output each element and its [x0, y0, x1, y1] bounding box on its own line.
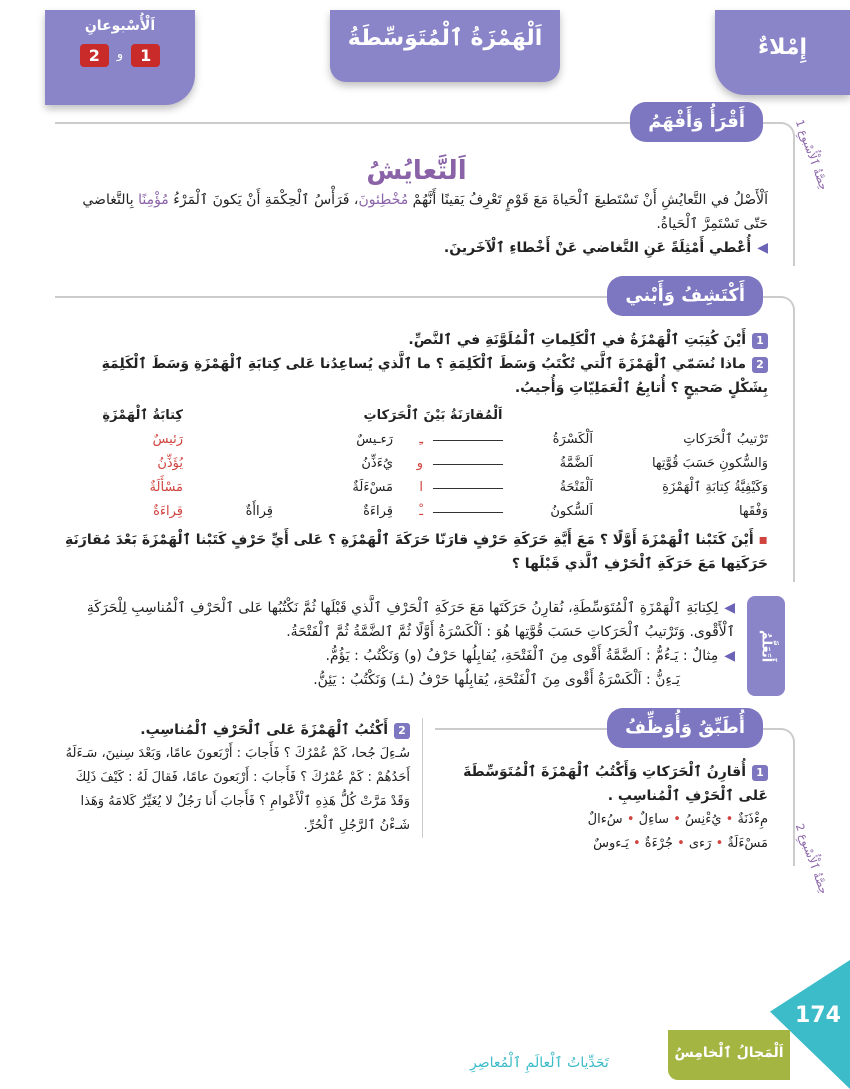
section-read — [55, 111, 795, 266]
lesson-title: اَلْهَمْزَةُ ٱلْمُتَوَسِّطَةُ — [347, 26, 543, 51]
arrow-icon: ◀ — [724, 648, 735, 664]
subject-tab — [715, 10, 850, 95]
word: يُءْنِسُ — [685, 812, 722, 827]
main-content — [55, 111, 795, 866]
question-text: أَيْنَ كُتِبَتِ ٱلْهَمْزَةُ في ٱلْكَلِماتِ ٱلْمُلَوَّنَةِ في ٱلنَّصِّ. — [408, 332, 746, 348]
learn-label: أَتَعَلَّمُ — [758, 629, 774, 663]
learn-example-1 — [55, 644, 735, 668]
word: ساءِلٌ — [638, 812, 670, 827]
haraka-mark: و — [416, 456, 423, 471]
haraka-mark: ـْ — [419, 504, 423, 519]
arrow-line — [423, 476, 503, 500]
read-understand-label: أَقْرَأُ وَأَفْهَمُ — [630, 102, 763, 142]
comparison-table — [65, 404, 768, 524]
word: مِءْذَنَةٌ — [737, 812, 768, 827]
week-badge-1: 1 — [131, 44, 160, 67]
week2-side-note: حِصَّةُ ٱلْأُسْبوعِ 2 — [792, 822, 831, 896]
page-number: 174 — [795, 1003, 841, 1028]
col-header-writing: كِتابَةُ ٱلْهَمْزَةِ — [102, 408, 183, 423]
theme-label: تَحَدِّياتُ ٱلْعالَمِ ٱلْمُعاصِرِ — [470, 1055, 609, 1071]
word: رَءـيسٌ — [356, 432, 393, 447]
haraka: اَلْكَسْرَةُ — [552, 432, 593, 447]
exercise-1-title: 1أُقارِنُ ٱلْحَرَكاتِ وَأَكْتُبُ ٱلْهَمْزَةَ ٱلْمُتَوَسِّطَةَ عَلى ٱلْحَرْفِ ٱلْمُناسِبِ . — [463, 764, 768, 804]
question-text: ماذا نُسَمّي ٱلْهَمْزَةَ ٱلَّتي تُكْتَبُ وَسَطَ ٱلْكَلِمَةِ ؟ ما ٱلَّذي يُساعِدُنا عَلى كِتابَةِ ٱلْهَمْزَةِ وَسَطَ ٱلْكَلِمَةِ بِشَكْلٍ صَحيحٍ ؟ — [101, 356, 768, 396]
section-discover — [55, 285, 795, 582]
example-text: مِثالٌ : يَـءُمُّ : اَلضَّمَّةُ أَقْوى مِنَ ٱلْفَتْحَةِ، يُقابِلُها حَرْفُ (و) وَنَكْتُبُ : يَؤُمُّ. — [325, 648, 719, 664]
discover-build-label: أَكْتَشِفُ وَأَبْني — [607, 276, 763, 316]
word: سُءالٌ — [587, 812, 623, 827]
paragraph-part: اَلْأَصْلُ في التَّعايُشِ أَنْ تَسْتَطيعَ ٱلْحَياةَ مَعَ قَوْمٍ تَعْرِفُ يَقينًا أَنَّهُمْ — [408, 192, 768, 208]
haraka: اَلْفَتْحَةُ — [559, 480, 593, 495]
exercise-1-words-2: مَسْءَلَةٌ • رَءى • جُرْءَةٌ • يَـءوسٌ — [593, 836, 768, 851]
exercise-2-title: 2أَكْتُبُ ٱلْهَمْزَةَ عَلى ٱلْحَرْفِ ٱلْمُناسِبِ. — [55, 718, 410, 742]
apply-use-label: أُطَبِّقُ وَأُوَظِّفُ — [607, 708, 763, 748]
learn-box — [55, 596, 795, 696]
exercise-2 — [55, 718, 423, 838]
result — [183, 452, 273, 476]
word: رَءى — [688, 836, 712, 851]
subject-label: إِمْلاءٌ — [757, 35, 808, 60]
domain-label: اَلْمَجالُ ٱلْخامِسُ — [674, 1045, 784, 1061]
result: قِراأَةٌ — [245, 504, 273, 519]
colored-word: مُخْطِئونَ — [358, 192, 409, 208]
haraka: اَلسُّكونُ — [550, 504, 593, 519]
side-text: وَفْقَها — [738, 504, 768, 519]
weeks-label: اَلْأُسْبوعانِ — [84, 18, 156, 34]
exercise-text: أَكْتُبُ ٱلْهَمْزَةَ عَلى ٱلْحَرْفِ ٱلْمُناسِبِ. — [140, 722, 388, 738]
arrow-line — [423, 452, 503, 476]
week-badge-2: 2 — [80, 44, 109, 67]
word: مَسْءَلَةٌ — [727, 836, 768, 851]
haraka: اَلضَّمَّةُ — [559, 456, 593, 471]
haraka-mark: ـِ — [419, 432, 423, 447]
word: مَسْءَلَةٌ — [352, 480, 393, 495]
question-text: أُتابِعُ ٱلْعَمَلِيّاتِ وَأُجيبُ. — [514, 380, 666, 396]
domain-tab — [668, 1030, 790, 1080]
result: قِراءَةٌ — [153, 504, 183, 519]
task-text: أُعْطي أَمْثِلَةً عَنِ التَّغاضي عَنْ أَخْطاءِ ٱلْآخَرينَ. — [443, 240, 752, 256]
side-text: وَكَيْفِيَّةُ كِتابَةِ ٱلْهَمْزَةِ — [662, 480, 768, 495]
section-apply — [435, 717, 795, 866]
learn-example-2: يَـءِنُّ : اَلْكَسْرَةُ أَقْوى مِنَ ٱلْفَتْحَةِ، يُقابِلُها حَرْفُ (ـئـ) وَنَكْتُبُ : يَئِنُّ. — [313, 672, 680, 688]
result — [183, 476, 273, 500]
reading-paragraph — [65, 188, 768, 236]
question-3: ▪ أَيْنَ كَتَبْنا ٱلْهَمْزَةَ أَوَّلًا ؟ مَعَ أَيَّةِ حَرَكَةِ حَرْفٍ قارَنّا حَرَكَةَ ٱلْهَمْزَةِ ؟ عَلى أَيِّ حَرْفٍ كَتَبْنا ٱلْهَمْزَةَ بَعْدَ مُقارَنَةِ حَرَكَتِها مَعَ حَرَكَةِ ٱلْحَرْفِ ٱلَّذي قَبْلَها ؟ — [65, 532, 768, 572]
haraka-mark: ا — [419, 480, 423, 495]
word: جُرْءَةٌ — [644, 836, 673, 851]
side-text: تَرْتيبُ ٱلْحَرَكاتِ — [683, 432, 768, 447]
word: يَـءوسٌ — [593, 836, 629, 851]
arrow-line — [423, 428, 503, 452]
exercise-1-words-1: مِءْذَنَةٌ • يُءْنِسُ • ساءِلٌ • سُءالٌ — [587, 812, 768, 827]
result: رَئيسٌ — [152, 432, 183, 447]
arrow-icon: ◀ — [724, 600, 735, 616]
learn-rule — [55, 596, 735, 644]
week-and: و — [116, 47, 124, 62]
exercise-2-text: سُـءِلَ جُحا، كَمْ عُمْرُكَ ؟ فَأَجابَ : أَرْبَعونَ عامًا، وَبَعْدَ سِنينَ، سَـءَلَهُ أَحَدُهُمْ : كَمْ عُمْرُكَ ؟ فَأَجابَ : أَرْبَعونَ عامًا، فَقالَ لَهُ : كَيْفَ ذَلِكَ وَقَدْ مَرَّتْ كُلُّ هَذِهِ ٱلْأَعْوامِ ؟ فَأَجابَ أَنا رَجُلٌ لا يُغَيِّرُ كَلامَهُ وَهَذا شَـءْنُ ٱلرَّجُلِ ٱلْحُرِّ. — [65, 746, 410, 833]
paragraph-part: ، فَرَأْسُ ٱلْحِكْمَةِ أَنْ يَكونَ ٱلْمَرْءُ — [168, 192, 359, 208]
paragraph-part: بِالتَّغاضي حَتّى تَسْتَمِرَّ ٱلْحَياةُ. — [82, 192, 768, 232]
colored-word: مُؤْمِنًا — [138, 192, 169, 208]
lesson-title-tab — [330, 10, 560, 82]
rule-text: لِكِتابَةِ ٱلْهَمْزَةِ ٱلْمُتَوَسِّطَةِ، نُقارِنُ حَرَكَتَها مَعَ حَرَكَةِ ٱلْحَرْفِ ٱلَّذي قَبْلَها ثُمَّ نَكْتُبُها عَلى ٱلْحَرْفِ ٱلْمُناسِبِ لِلْحَرَكَةِ ٱلْأَقْوى. وَتَرْتيبُ ٱلْحَرَكاتِ حَسَبَ قُوَّتِها هُوَ : اَلْكَسْرَةُ أَوَّلًا ثُمَّ ٱلضَّمَّةُ ثُمَّ ٱلْفَتْحَةُ. — [86, 600, 735, 640]
word: قِراءَةٌ — [363, 504, 393, 519]
col-header-compare: اَلْمُقارَنَةُ بَيْنَ ٱلْحَرَكاتِ — [363, 408, 503, 423]
apply-row — [55, 717, 795, 866]
result: مَسْأَلَةٌ — [149, 480, 183, 495]
weeks-tab — [45, 10, 195, 105]
result — [183, 428, 273, 452]
result: يُؤَذِّنُ — [157, 456, 183, 471]
question-text: أَيْنَ كَتَبْنا ٱلْهَمْزَةَ أَوَّلًا ؟ مَعَ أَيَّةِ حَرَكَةِ حَرْفٍ قارَنّا حَرَكَةَ ٱلْهَمْزَةِ ؟ عَلى أَيِّ حَرْفٍ كَتَبْنا ٱلْهَمْزَةَ بَعْدَ مُقارَنَةِ حَرَكَتِها مَعَ حَرَكَةِ ٱلْحَرْفِ ٱلَّذي قَبْلَها ؟ — [65, 532, 768, 572]
question-1: 1أَيْنَ كُتِبَتِ ٱلْهَمْزَةُ في ٱلْكَلِماتِ ٱلْمُلَوَّنَةِ في ٱلنَّصِّ. — [65, 328, 768, 352]
word: يُءَذِّنُ — [361, 456, 393, 471]
week1-side-note: حِصَّةُ ٱلْأُسْبوعِ 1 — [792, 118, 831, 192]
text-title: اَلتَّعايُشُ — [366, 156, 467, 186]
side-text: وَالسُّكونِ حَسَبَ قُوَّتِها — [651, 456, 768, 471]
reading-task — [65, 236, 768, 260]
arrow-line — [423, 500, 503, 524]
question-2: 2ماذا نُسَمّي ٱلْهَمْزَةَ ٱلَّتي تُكْتَبُ وَسَطَ ٱلْكَلِمَةِ ؟ ما ٱلَّذي يُساعِدُنا عَلى كِتابَةِ ٱلْهَمْزَةِ وَسَطَ ٱلْكَلِمَةِ بِشَكْلٍ صَحيحٍ ؟ أُتابِعُ ٱلْعَمَلِيّاتِ وَأُجيبُ. — [101, 356, 768, 396]
exercise-text: أُقارِنُ ٱلْحَرَكاتِ وَأَكْتُبُ ٱلْهَمْزَةَ ٱلْمُتَوَسِّطَةَ عَلى ٱلْحَرْفِ ٱلْمُناسِبِ . — [463, 764, 768, 804]
arrow-icon: ◀ — [757, 240, 768, 256]
learn-tab — [747, 596, 785, 696]
